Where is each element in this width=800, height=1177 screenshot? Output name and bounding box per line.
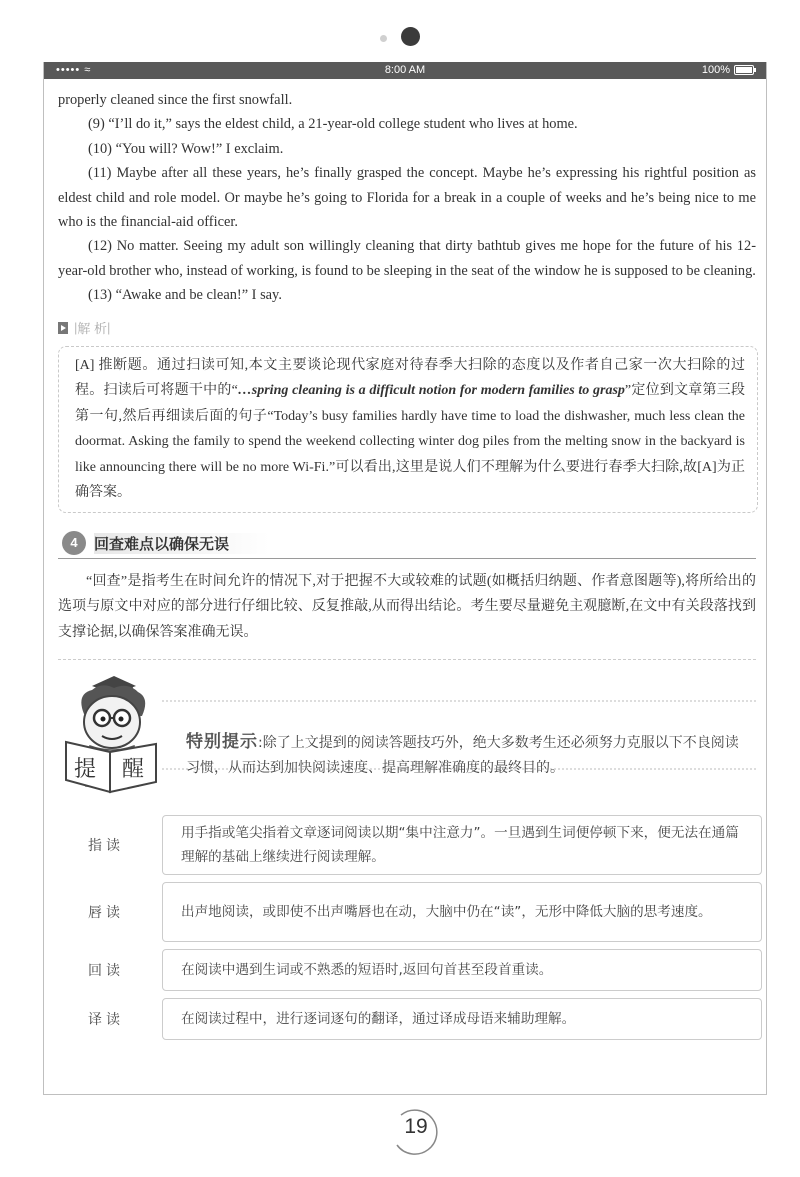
habit-description: 在阅读过程中，进行逐词逐句的翻译，通过译成母语来辅助理解。 [162,998,762,1040]
page-number-badge [389,1105,443,1159]
habit-label: 唇读 [88,905,124,922]
play-triangle-icon [58,322,68,334]
tip-text [186,730,750,781]
status-bar [44,62,766,79]
reading-paragraph-12: (12) No matter. Seeing my adult son willingly cleaning that dirty bathtub gives me hope for the future of his 12-year-old brother who, instead of working, is found to be sleeping in the seat of the window he is supposed to be cleaning. [58,238,756,279]
status-time: 8:00 AM [384,64,426,76]
battery-status [702,64,754,76]
page-number: 19 [404,1115,428,1138]
habit-row [58,949,756,991]
sign-char-left: 提 [74,757,97,783]
analysis-text-part: ”定位到文章第三段第一句,然后再细读后面的句子“Today’s busy families hardly have time to load the dishwasher, much less clean the doormat. Asking the family to spend the weekend collecting winter dog piles from the melting snow in the backyard is like announcing there will be no more Wi-Fi.”可以看出,这里是说人们不理解为什么要进行春季大扫除,故[A]为正确答案。 [75,383,745,501]
section-title: 回查难点以确保无误 [94,533,269,554]
habit-description: 出声地阅读，或即使不出声嘴唇也在动，大脑中仍在“读”，无形中降低大脑的思考速度。 [162,882,762,942]
analysis-text-part: [A] 推断题。通过扫读可知,本文主要谈论现代家庭对待春季大扫除的态度以及作者自己家一次大扫除的过程。扫读后可将题干中的“ [75,357,745,399]
special-tip [58,666,756,801]
habit-description: 在阅读中遇到生词或不熟悉的短语时,返回句首甚至段首重读。 [162,949,762,991]
reading-paragraph-10: (10) “You will? Wow!” I exclaim. [88,140,284,157]
habit-row [58,882,756,942]
analysis-heading: | 解 析 | [58,320,756,336]
battery-percent: 100% [701,64,730,76]
page-content [58,88,756,1047]
dashed-divider [58,659,756,660]
habit-label: 译读 [88,1012,124,1029]
reading-paragraph: properly cleaned since the first snowfall. [58,92,293,108]
battery-icon [734,65,754,75]
bad-habits-list [58,815,756,1040]
tip-title: 特别提示 [186,732,258,753]
habit-description: 用手指或笔尖指着文章逐词阅读以期“集中注意力”。一旦遇到生词便停顿下来，便无法在通篇理解的基础上继续进行阅读理解。 [162,815,762,875]
tip-body: 除了上文提到的阅读答题技巧外，绝大多数考生还必须努力克服以下不良阅读习惯，从而达到加快阅读速度、提高理解准确度的最终目的。 [186,735,739,777]
reading-paragraph-11: (11) Maybe after all these years, he’s finally grasped the concept. Maybe he’s expressing his rightful position as eldest child and role model. Or maybe he’s going to Florida for a break in a couple of weeks and he’s being nice to me who is the financial-aid officer. [58,165,756,231]
analysis-text [75,353,745,506]
analysis-heading-label: 解 析 [77,321,108,337]
analysis-box [58,346,758,513]
tablet-screen [43,62,767,1095]
reading-paragraph-9: (9) “I’ll do it,” says the eldest child, a 21-year-old college student who lives at home. [88,116,578,133]
habit-label: 回读 [88,963,124,980]
reading-paragraph-13: (13) “Awake and be clean!” I say. [88,287,282,304]
section-number-badge: 4 [62,531,86,555]
analysis-quote: …spring cleaning is a difficult notion for modern families to grasp [237,383,625,399]
habit-row [58,998,756,1040]
habit-label: 指读 [88,838,124,855]
camera-dot-small [380,35,387,42]
section-underline [58,558,756,559]
section-heading [58,531,756,557]
tip-colon: : [258,735,263,752]
reminder-mascot-icon [62,674,162,794]
camera-lens [401,27,420,46]
habit-row [58,815,756,875]
sign-char-right: 醒 [122,757,145,783]
section-body: “回查”是指考生在时间允许的情况下,对于把握不大或较难的试题(如概括归纳题、作者意图题等),将所给出的选项与原文中对应的部分进行仔细比较、反复推敲,从而得出结论。考生要尽量避免主观臆断,在文中有关段落找到支撑论据,以确保答案准确无误。 [58,573,756,640]
signal-indicator: ••••• ≈ [56,64,92,76]
